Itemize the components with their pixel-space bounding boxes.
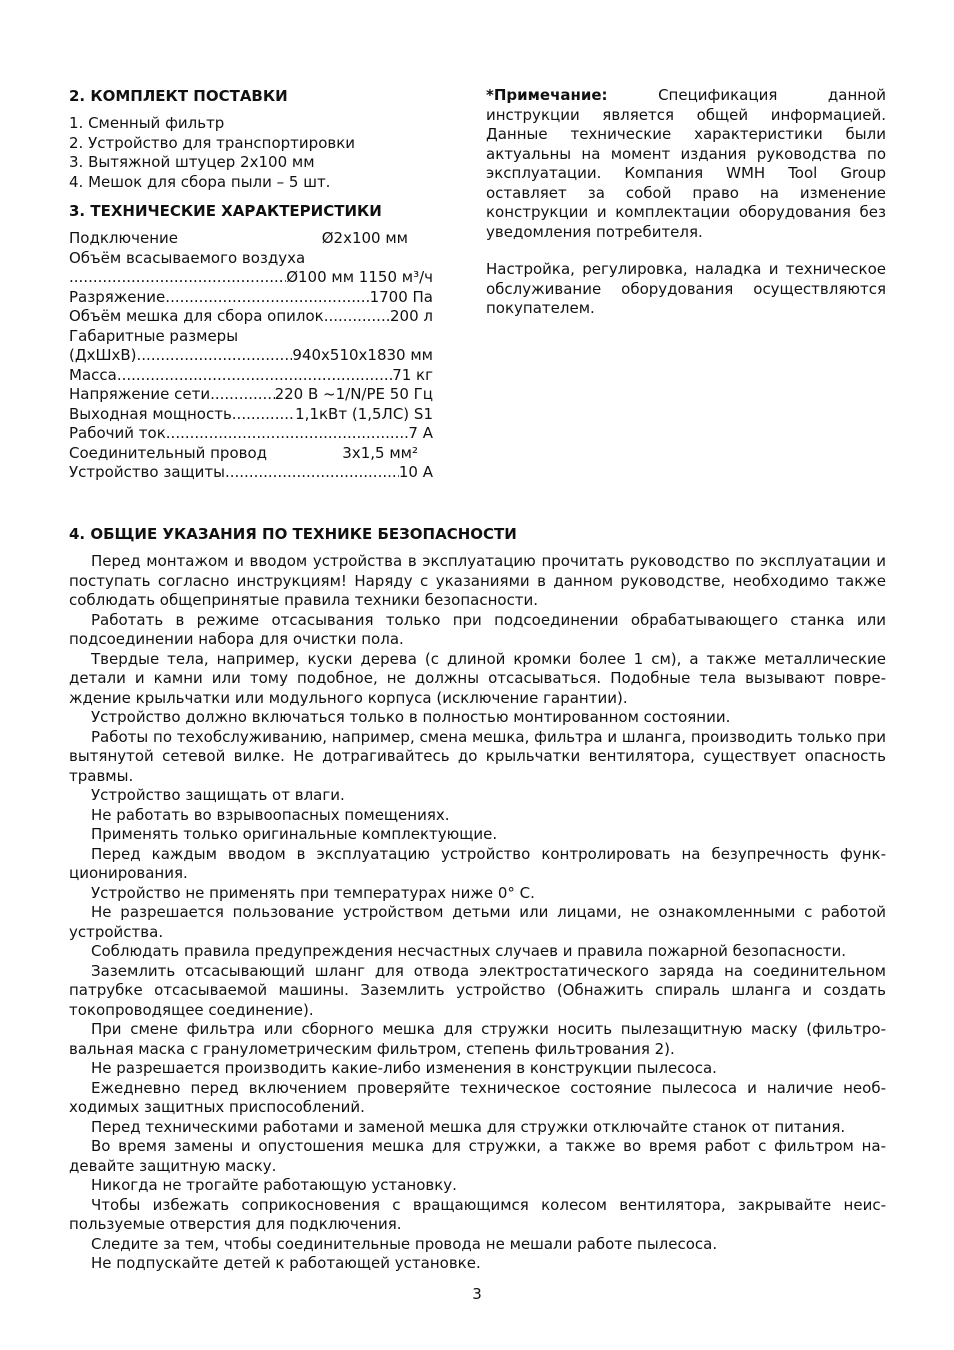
spec-label: Напряжение сети — [69, 385, 211, 403]
spec-label: Масса — [69, 365, 117, 384]
delivery-list — [69, 114, 433, 192]
delivery-item: 2. Устройство для транспортировки — [69, 133, 356, 152]
safety-paragraph: Во время замены и опустошения мешка для стружки, а также во время работ с фильтром надевайте защитную маску. — [69, 1137, 886, 1175]
spec-bag — [69, 307, 433, 327]
safety-paragraph: Твердые тела, например, куски дерева (с длиной кромки более 1 см), а также металлические детали и камни или тому подобное, не должны отсасываться. Подобные тела вызывают повреждение крыльчатки или модульного корпуса (исключение гарантии). — [69, 649, 886, 707]
spec-air — [69, 268, 433, 288]
section-4-title: 4. ОБЩИЕ УКАЗАНИЯ ПО ТЕХНИКЕ БЕЗОПАСНОСТИ — [69, 525, 517, 543]
note-text: Спецификация данной инструкции является общей информацией. Данные технические характеристики были актуальны на момент издания руководства по эксплуатации. Компания WMH Tool Group оставляет за собой право на изменение конструкции и комплектации оборудования без уведомления потребителя. — [486, 86, 886, 241]
spec-dims-label: Габаритные размеры — [69, 326, 239, 345]
safety-paragraph: При смене фильтра или сборного мешка для стружки носить пылезащитную маску (фильтровальная маска с гранулометрическим фильтром, степень фильтрования 2). — [69, 1020, 886, 1058]
spec-label: Рабочий ток — [69, 424, 166, 442]
spec-voltage — [69, 385, 433, 405]
spec-value: Ø2х100 мм — [321, 229, 408, 247]
spec-fuse — [69, 463, 433, 483]
spec-label: Объём мешка для сбора опилок — [69, 307, 324, 325]
spec-power — [69, 405, 433, 425]
spec-value: 10 А — [398, 463, 433, 481]
safety-paragraph: Перед техническими работами и заменой мешка для стружки отключайте станок от питания. — [91, 1117, 846, 1136]
safety-paragraph: Не работать во взрывоопасных помещениях. — [91, 805, 450, 824]
service-note: Настройка, регулировка, наладка и техническое обслуживание оборудования осуществляются покупателем. — [486, 260, 886, 317]
spec-cable — [69, 444, 433, 464]
spec-label: Соединительный провод — [69, 443, 268, 462]
spec-label: Выходная мощность — [69, 404, 232, 423]
spec-value: 3х1,5 мм² — [342, 443, 418, 462]
safety-paragraphs — [69, 552, 886, 1274]
spec-value: 940х510х1830 мм — [292, 346, 433, 364]
spec-table — [69, 229, 433, 483]
safety-paragraph: Работать в режиме отсасывания только при подсоединении обрабатывающего станка или подсоединении набора для очистки пола. — [69, 610, 886, 648]
spec-label: Устройство защиты — [69, 463, 225, 481]
safety-paragraph: Не разрешается пользование устройством детьми или лицами, не ознакомленными с работой устройства. — [69, 903, 886, 941]
page-number: 3 — [472, 1285, 482, 1303]
safety-paragraph: Устройство должно включаться только в полностью монтированном состоянии. — [91, 708, 731, 726]
spec-label: Разряжение — [69, 287, 166, 306]
delivery-item: 1. Сменный фильтр — [69, 114, 225, 132]
delivery-item: 4. Мешок для сбора пыли – 5 шт. — [69, 172, 331, 191]
safety-paragraph: Не разрешается производить какие-либо изменения в конструкции пылесоса. — [91, 1059, 717, 1077]
safety-paragraph: Устройство защищать от влаги. — [91, 786, 345, 804]
spec-value: 220 В ~1/N/PE 50 Гц — [274, 385, 433, 403]
spec-value: 7 А — [408, 424, 433, 442]
spec-connection — [69, 229, 433, 249]
safety-section — [69, 524, 886, 1274]
spec-value: 1,1кВт (1,5ЛС) S1 — [295, 404, 433, 423]
delivery-item: 3. Вытяжной штуцер 2х100 мм — [69, 153, 315, 171]
section-3-title: 3. ТЕХНИЧЕСКИЕ ХАРАКТЕРИСТИКИ — [69, 202, 382, 220]
left-column — [69, 86, 433, 483]
section-2-title: 2. КОМПЛЕКТ ПОСТАВКИ — [69, 87, 288, 105]
safety-paragraph: Работы по техобслуживанию, например, смена мешка, фильтра и шланга, производить только при вытянутой сетевой вилке. Не дотрагивайтесь до крыльчатки вентилятора, существует опасность травмы. — [69, 727, 886, 785]
safety-paragraph: Заземлить отсасывающий шланг для отвода электростатического заряда на соединительном патрубке отсасываемой машины. Заземлить устройство (Обнажить спираль шланга и создать токопроводящее соединение). — [69, 961, 886, 1019]
safety-paragraph: Следите за тем, чтобы соединительные провода не мешали работе пылесоса. — [91, 1234, 718, 1253]
safety-paragraph: Не подпускайте детей к работающей установке. — [91, 1254, 481, 1272]
safety-paragraph: Устройство не применять при температурах ниже 0° С. — [91, 883, 535, 902]
spec-value: Ø100 мм 1150 м³/ч — [286, 268, 433, 286]
right-column — [486, 86, 886, 319]
spec-label: (ДхШхВ) — [69, 346, 137, 364]
spec-value: 200 л — [390, 307, 433, 325]
spec-dims — [69, 346, 433, 366]
spec-air-label: Объём всасываемого воздуха — [69, 248, 306, 267]
safety-paragraph: Ежедневно перед включением проверяйте техническое состояние пылесоса и наличие необходимых защитных приспособлений. — [69, 1078, 886, 1116]
spec-note — [486, 86, 886, 242]
safety-paragraph: Никогда не трогайте работающую установку. — [91, 1176, 457, 1194]
spec-current — [69, 424, 433, 444]
spec-value: 1700 Па — [369, 287, 433, 306]
spec-label: Подключение — [69, 229, 178, 247]
safety-paragraph: Применять только оригинальные комплектующие. — [91, 825, 498, 843]
note-label: *Примечание: — [486, 86, 608, 104]
safety-paragraph: Перед монтажом и вводом устройства в эксплуатацию прочитать руководство по эксплуатации и поступать согласно инструкциям! Наряду с указаниями в данном руководстве, необходимо также соблюдать общепринятые правила техники безопасности. — [69, 552, 886, 609]
safety-paragraph: Соблюдать правила предупреждения несчастных случаев и правила пожарной безопасности. — [91, 942, 846, 960]
safety-paragraph: Перед каждым вводом в эксплуатацию устройство контролировать на безупречность функционирования. — [69, 844, 886, 882]
spec-mass — [69, 366, 433, 386]
spec-value: 71 кг — [392, 365, 433, 384]
safety-paragraph: Чтобы избежать соприкосновения с вращающимся колесом вентилятора, закрывайте неиспользуемые отверстия для подключения. — [69, 1195, 886, 1233]
spec-vacuum — [69, 288, 433, 308]
